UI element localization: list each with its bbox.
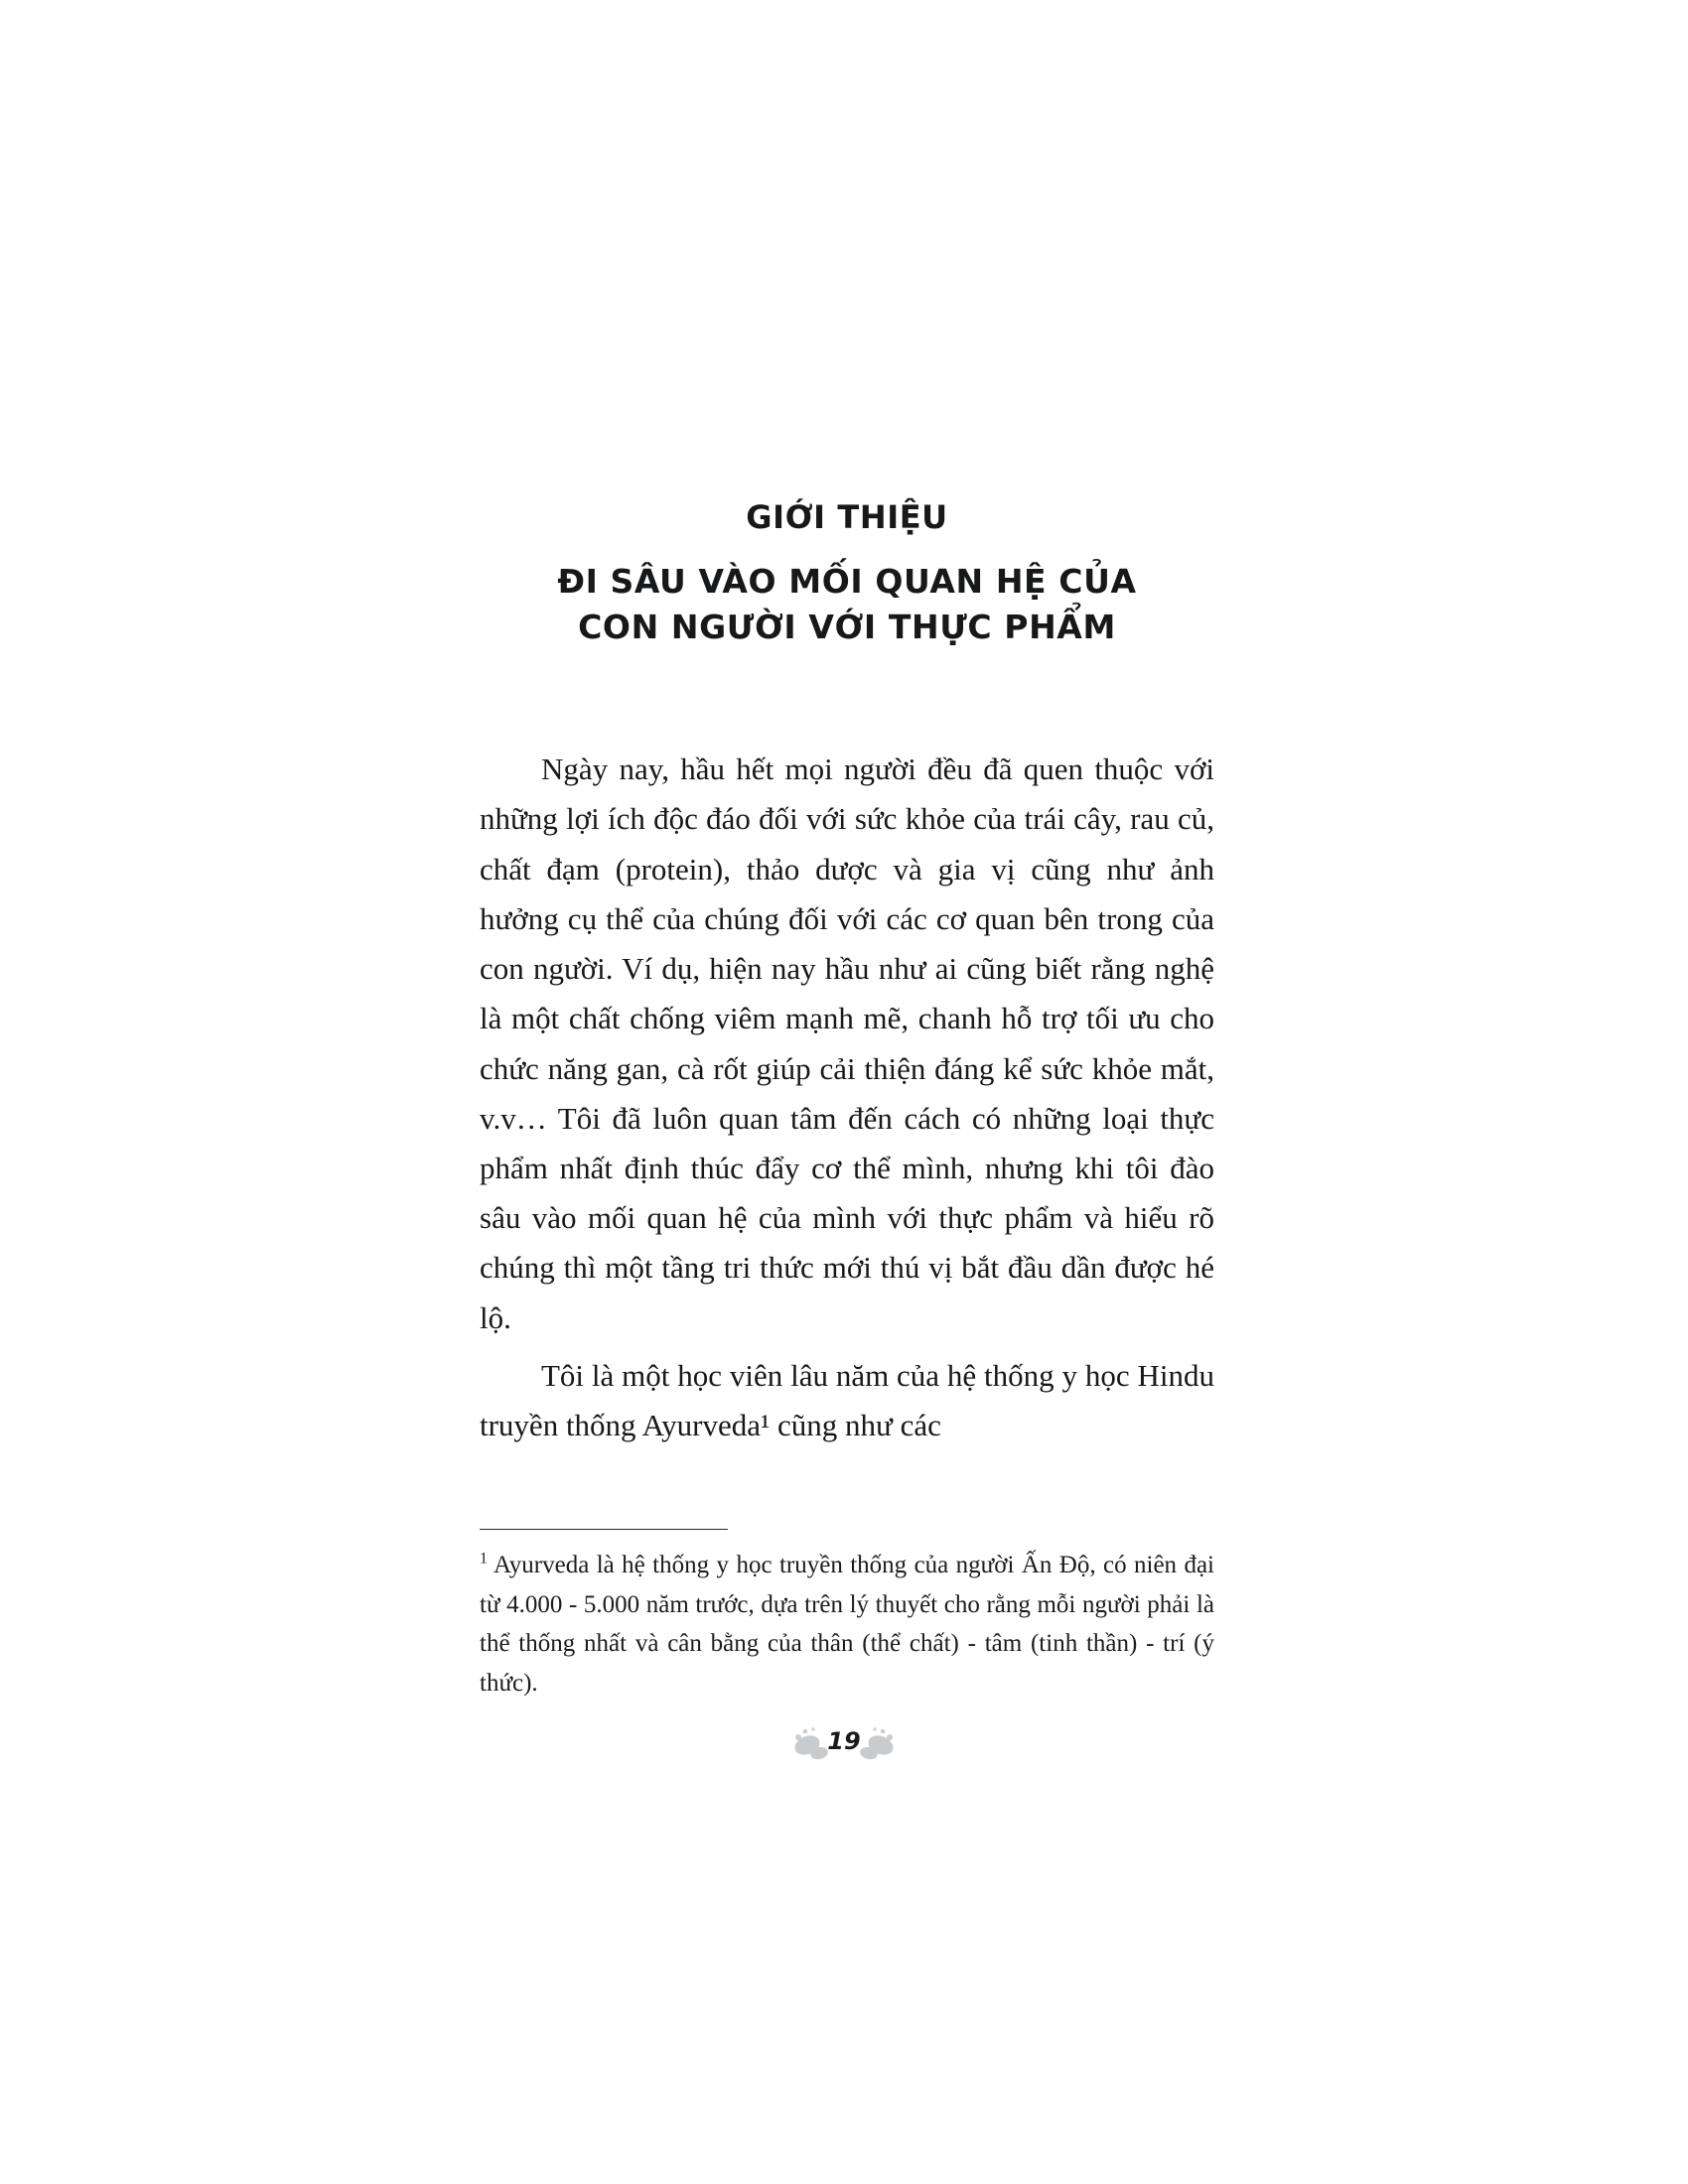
page-footer <box>0 1717 1688 1774</box>
footnote-separator <box>480 1529 728 1530</box>
heading-line-3: CON NGƯỜI VỚI THỰC PHẨM <box>578 607 1116 646</box>
footnote-marker: 1 <box>480 1550 488 1568</box>
footnote-text <box>480 1546 1214 1703</box>
paragraph-1: Ngày nay, hầu hết mọi người đều đã quen thuộc với những lợi ích độc đáo đối với sức khỏe của trái cây, rau củ, chất đạm (protein), thảo dược và gia vị cũng như ảnh hưởng cụ thể của chúng đối với các cơ quan bên trong của con người. Ví dụ, hiện nay hầu như ai cũng biết rằng nghệ là một chất chống viêm mạnh mẽ, chanh hỗ trợ tối ưu cho chức năng gan, cà rốt giúp cải thiện đáng kể sức khỏe mắt, v.v… Tôi đã luôn quan tâm đến cách có những loại thực phẩm nhất định thúc đẩy cơ thể mình, nhưng khi tôi đào sâu vào mối quan hệ của mình với thực phẩm và hiểu rõ chúng thì một tầng tri thức mới thú vị bắt đầu dần được hé lộ. <box>480 751 1214 1335</box>
heading-line-1: GIỚI THIỆU <box>746 498 948 536</box>
page-number: 19 <box>827 1727 861 1755</box>
page-number-ornament <box>789 1717 899 1769</box>
footnote-body: Ayurveda là hệ thống y học truyền thống của người Ấn Độ, có niên đại từ 4.000 - 5.000 năm trước, dựa trên lý thuyết cho rằng mỗi người phải là thể thống nhất và cân bằng của thân (thể chất) - tâm (tinh thần) - trí (ý thức). <box>480 1552 1214 1697</box>
page-content <box>480 496 1214 1452</box>
paragraph-2: Tôi là một học viên lâu năm của hệ thống y học Hindu truyền thống Ayurveda¹ cũng như các <box>480 1357 1214 1443</box>
footnote-block <box>480 1529 1214 1703</box>
body-text <box>480 745 1214 1450</box>
chapter-heading <box>480 496 1214 649</box>
heading-line-2: ĐI SÂU VÀO MỐI QUAN HỆ CỦA <box>557 562 1137 602</box>
